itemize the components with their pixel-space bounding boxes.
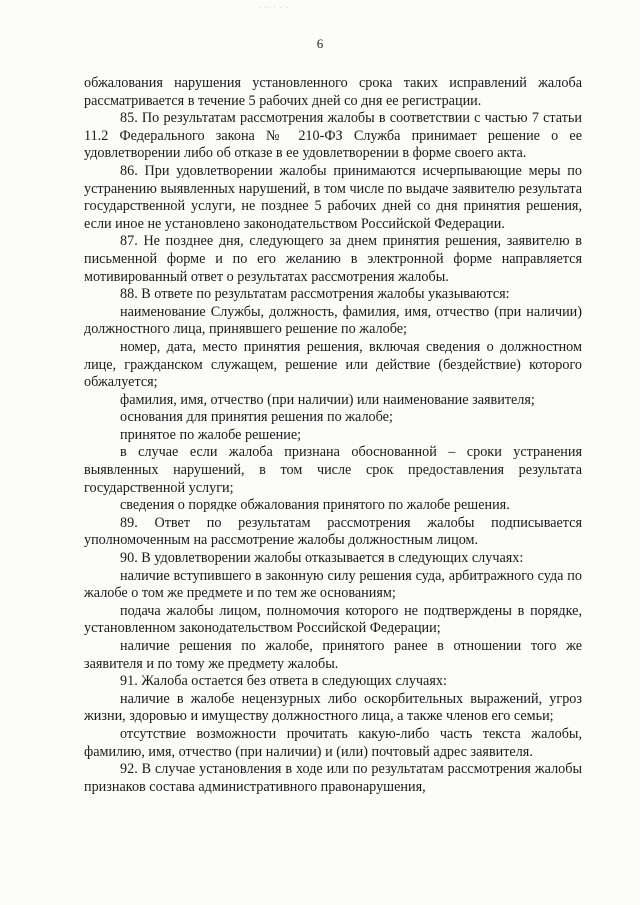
paragraph: сведения о порядке обжалования принятого по жалобе решения. (120, 497, 510, 514)
paragraph: наименование Службы, должность, фамилия, имя, отчество (при наличии) должностного лица, принявшего решение по жалобе; (84, 303, 582, 338)
paragraph: 87. Не позднее дня, следующего за днем принятия решения, заявителю в письменной форме и по его желанию в электронной форме направляется мотивированный ответ о результатах рассмотрения жалобы. (84, 233, 582, 285)
paragraph: основания для принятия решения по жалобе; (120, 409, 393, 426)
paragraph: 85. По результатам рассмотрения жалобы в соответствии с частью 7 статьи 11.2 Федерального закона № 210-ФЗ Служба принимает решение о ее удовлетворении либо об отказе в ее удовлетворении в форме своего акта. (84, 110, 582, 162)
paragraph: отсутствие возможности прочитать какую-либо часть текста жалобы, фамилию, имя, отчество (при наличии) и (или) почтовый адрес заявителя. (84, 725, 582, 760)
page-number: 6 (316, 36, 324, 51)
paragraph: подача жалобы лицом, полномочия которого не подтверждены в порядке, установленном законодательством Российской Федерации; (84, 602, 582, 637)
paragraph: наличие решения по жалобе, принятого ранее в отношении того же заявителя и по тому же предмету жалобы. (84, 638, 582, 672)
scan-artifact: · ·· · · · (258, 4, 289, 12)
paragraph: обжалования нарушения установленного срока таких исправлений жалоба рассматривается в течение 5 рабочих дней со дня ее регистрации. (84, 75, 582, 109)
paragraph: наличие в жалобе нецензурных либо оскорбительных выражений, угроз жизни, здоровью и имуществу должностного лица, а также членов его семьи; (84, 690, 582, 725)
paragraph: 89. Ответ по результатам рассмотрения жалобы подписывается уполномоченным на рассмотрение жалобы должностным лицом. (84, 514, 582, 549)
body-text (84, 75, 582, 796)
paragraph: 92. В случае установления в ходе или по результатам рассмотрения жалобы признаков состава административного правонарушения, (84, 761, 582, 795)
paragraph: номер, дата, место принятия решения, включая сведения о должностном лице, гражданском служащем, решение или действие (бездействие) которого обжалуется; (84, 338, 582, 391)
paragraph: фамилия, имя, отчество (при наличии) или наименование заявителя; (120, 391, 535, 408)
paragraph: 90. В удовлетворении жалобы отказывается в следующих случаях: (120, 550, 524, 567)
paragraph: 88. В ответе по результатам рассмотрения жалобы указываются: (120, 286, 510, 303)
paragraph: в случае если жалоба признана обоснованной – сроки устранения выявленных нарушений, в том числе срок предоставления результата государственной услуги; (84, 444, 582, 496)
paragraph: 86. При удовлетворении жалобы принимаются исчерпывающие меры по устранению выявленных нарушений, в том числе по выдаче заявителю результата государственной услуги, не позднее 5 рабочих дней со дня принятия решения, если иное не установлено законодательством Российской Федерации. (84, 162, 582, 232)
paragraph: 91. Жалоба остается без ответа в следующих случаях: (120, 673, 447, 690)
paragraph: наличие вступившего в законную силу решения суда, арбитражного суда по жалобе о том же предмете и по тем же основаниям; (84, 567, 582, 602)
paragraph: принятое по жалобе решение; (120, 426, 302, 443)
